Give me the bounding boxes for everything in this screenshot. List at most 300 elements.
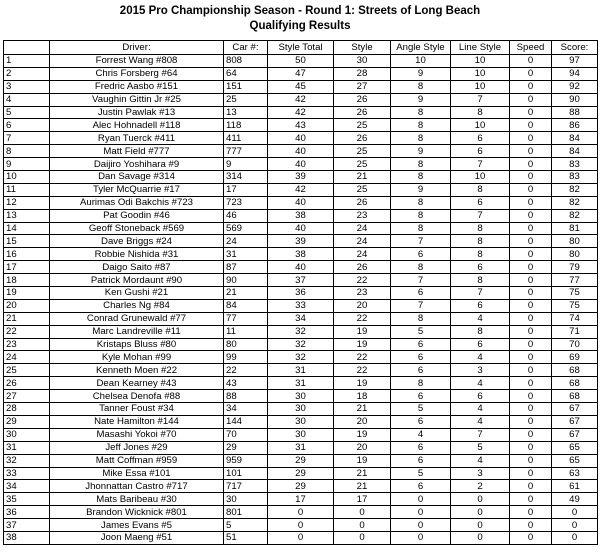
- speed-cell: 0: [510, 67, 552, 80]
- style-total-cell: 29: [268, 454, 334, 467]
- angle-style-cell: 6: [391, 338, 451, 351]
- line-style-cell: 7: [451, 287, 510, 300]
- driver-cell: Matt Coffman #959: [50, 454, 224, 467]
- style-cell: 20: [334, 415, 391, 428]
- results-body: [4, 55, 598, 545]
- style-total-cell: 40: [268, 158, 334, 171]
- speed-cell: 0: [510, 506, 552, 519]
- style-total-cell: 33: [268, 299, 334, 312]
- line-style-cell: 4: [451, 377, 510, 390]
- car-number-cell: 801: [224, 506, 268, 519]
- angle-style-cell: 7: [391, 274, 451, 287]
- style-total-cell: 0: [268, 506, 334, 519]
- speed-cell: 0: [510, 299, 552, 312]
- speed-cell: 0: [510, 209, 552, 222]
- angle-style-cell: 8: [391, 196, 451, 209]
- angle-style-cell: 6: [391, 351, 451, 364]
- line-style-cell: 8: [451, 106, 510, 119]
- table-row: [4, 390, 598, 403]
- driver-cell: Kenneth Moen #22: [50, 364, 224, 377]
- line-style-cell: 7: [451, 209, 510, 222]
- style-total-cell: 39: [268, 171, 334, 184]
- style-total-cell: 31: [268, 364, 334, 377]
- page-title: 2015 Pro Championship Season - Round 1: Streets of Long Beach: [119, 5, 481, 17]
- angle-style-cell: 8: [391, 222, 451, 235]
- line-style-cell: 5: [451, 441, 510, 454]
- rank-cell: 29: [4, 415, 50, 428]
- score-cell: 82: [552, 209, 598, 222]
- car-number-cell: 84: [224, 299, 268, 312]
- driver-cell: Tyler McQuarrie #17: [50, 183, 224, 196]
- table-row: [4, 80, 598, 93]
- driver-cell: Fredric Aasbo #151: [50, 80, 224, 93]
- speed-cell: 0: [510, 196, 552, 209]
- driver-cell: James Evans #5: [50, 519, 224, 532]
- speed-cell: 0: [510, 519, 552, 532]
- car-number-cell: 43: [224, 377, 268, 390]
- table-row: [4, 106, 598, 119]
- angle-style-cell: 6: [391, 287, 451, 300]
- car-number-cell: 25: [224, 93, 268, 106]
- rank-cell: 16: [4, 248, 50, 261]
- table-row: [4, 183, 598, 196]
- car-number-cell: 569: [224, 222, 268, 235]
- angle-style-cell: 8: [391, 80, 451, 93]
- angle-style-cell: 7: [391, 299, 451, 312]
- speed-cell: 0: [510, 377, 552, 390]
- table-row: [4, 158, 598, 171]
- angle-style-cell: 5: [391, 325, 451, 338]
- driver-cell: Pat Goodin #46: [50, 209, 224, 222]
- score-cell: 74: [552, 312, 598, 325]
- car-number-cell: 64: [224, 67, 268, 80]
- car-number-cell: 30: [224, 493, 268, 506]
- speed-cell: 0: [510, 106, 552, 119]
- style-total-cell: 40: [268, 132, 334, 145]
- line-style-cell: 0: [451, 531, 510, 544]
- rank-cell: 7: [4, 132, 50, 145]
- header-rank: [4, 41, 50, 55]
- style-total-cell: 42: [268, 183, 334, 196]
- speed-cell: 0: [510, 454, 552, 467]
- table-row: [4, 403, 598, 416]
- line-style-cell: 4: [451, 403, 510, 416]
- line-style-cell: 8: [451, 235, 510, 248]
- speed-cell: 0: [510, 248, 552, 261]
- speed-cell: 0: [510, 274, 552, 287]
- style-cell: 21: [334, 171, 391, 184]
- driver-cell: Conrad Grunewald #77: [50, 312, 224, 325]
- angle-style-cell: 9: [391, 93, 451, 106]
- line-style-cell: 0: [451, 506, 510, 519]
- car-number-cell: 17: [224, 183, 268, 196]
- table-row: [4, 93, 598, 106]
- table-row: [4, 531, 598, 544]
- table-row: [4, 55, 598, 68]
- table-row: [4, 145, 598, 158]
- style-cell: 19: [334, 454, 391, 467]
- rank-cell: 15: [4, 235, 50, 248]
- line-style-cell: 6: [451, 261, 510, 274]
- driver-cell: Masashi Yokoi #70: [50, 428, 224, 441]
- style-cell: 0: [334, 506, 391, 519]
- rank-cell: 9: [4, 158, 50, 171]
- car-number-cell: 90: [224, 274, 268, 287]
- driver-cell: Robbie Nishida #31: [50, 248, 224, 261]
- angle-style-cell: 8: [391, 377, 451, 390]
- style-cell: 19: [334, 338, 391, 351]
- angle-style-cell: 10: [391, 55, 451, 68]
- style-total-cell: 37: [268, 274, 334, 287]
- speed-cell: 0: [510, 55, 552, 68]
- driver-cell: Chris Forsberg #64: [50, 67, 224, 80]
- line-style-cell: 0: [451, 519, 510, 532]
- angle-style-cell: 4: [391, 428, 451, 441]
- line-style-cell: 8: [451, 183, 510, 196]
- speed-cell: 0: [510, 531, 552, 544]
- angle-style-cell: 8: [391, 119, 451, 132]
- score-cell: 82: [552, 196, 598, 209]
- car-number-cell: 717: [224, 480, 268, 493]
- style-total-cell: 40: [268, 145, 334, 158]
- speed-cell: 0: [510, 403, 552, 416]
- style-total-cell: 30: [268, 415, 334, 428]
- rank-cell: 20: [4, 299, 50, 312]
- speed-cell: 0: [510, 80, 552, 93]
- driver-cell: Alec Hohnadell #118: [50, 119, 224, 132]
- score-cell: 71: [552, 325, 598, 338]
- speed-cell: 0: [510, 390, 552, 403]
- speed-cell: 0: [510, 132, 552, 145]
- speed-cell: 0: [510, 325, 552, 338]
- car-number-cell: 99: [224, 351, 268, 364]
- style-total-cell: 50: [268, 55, 334, 68]
- rank-cell: 32: [4, 454, 50, 467]
- table-row: [4, 235, 598, 248]
- style-total-cell: 31: [268, 377, 334, 390]
- table-row: [4, 351, 598, 364]
- rank-cell: 13: [4, 209, 50, 222]
- speed-cell: 0: [510, 235, 552, 248]
- score-cell: 82: [552, 183, 598, 196]
- angle-style-cell: 0: [391, 531, 451, 544]
- score-cell: 65: [552, 454, 598, 467]
- style-cell: 24: [334, 248, 391, 261]
- score-cell: 94: [552, 67, 598, 80]
- car-number-cell: 314: [224, 171, 268, 184]
- car-number-cell: 31: [224, 248, 268, 261]
- car-number-cell: 411: [224, 132, 268, 145]
- car-number-cell: 34: [224, 403, 268, 416]
- style-cell: 23: [334, 209, 391, 222]
- rank-cell: 26: [4, 377, 50, 390]
- driver-cell: Geoff Stoneback #569: [50, 222, 224, 235]
- car-number-cell: 88: [224, 390, 268, 403]
- style-cell: 26: [334, 132, 391, 145]
- score-cell: 97: [552, 55, 598, 68]
- angle-style-cell: 6: [391, 441, 451, 454]
- angle-style-cell: 8: [391, 106, 451, 119]
- results-table: [3, 40, 598, 545]
- table-row: [4, 287, 598, 300]
- driver-cell: Mats Baribeau #30: [50, 493, 224, 506]
- angle-style-cell: 8: [391, 158, 451, 171]
- table-row: [4, 519, 598, 532]
- line-style-cell: 3: [451, 364, 510, 377]
- speed-cell: 0: [510, 287, 552, 300]
- angle-style-cell: 7: [391, 235, 451, 248]
- table-row: [4, 364, 598, 377]
- car-number-cell: 70: [224, 428, 268, 441]
- style-total-cell: 30: [268, 403, 334, 416]
- score-cell: 92: [552, 80, 598, 93]
- line-style-cell: 4: [451, 415, 510, 428]
- style-cell: 21: [334, 467, 391, 480]
- angle-style-cell: 8: [391, 312, 451, 325]
- speed-cell: 0: [510, 467, 552, 480]
- line-style-cell: 6: [451, 299, 510, 312]
- driver-cell: Joon Maeng #51: [50, 531, 224, 544]
- angle-style-cell: 0: [391, 493, 451, 506]
- driver-cell: Charles Ng #84: [50, 299, 224, 312]
- header-style-total: Style Total: [268, 41, 334, 55]
- car-number-cell: 118: [224, 119, 268, 132]
- angle-style-cell: 5: [391, 467, 451, 480]
- angle-style-cell: 6: [391, 364, 451, 377]
- score-cell: 86: [552, 119, 598, 132]
- line-style-cell: 4: [451, 312, 510, 325]
- rank-cell: 38: [4, 531, 50, 544]
- style-total-cell: 29: [268, 480, 334, 493]
- line-style-cell: 10: [451, 67, 510, 80]
- style-total-cell: 45: [268, 80, 334, 93]
- rank-cell: 17: [4, 261, 50, 274]
- table-row: [4, 428, 598, 441]
- score-cell: 81: [552, 222, 598, 235]
- style-total-cell: 39: [268, 235, 334, 248]
- score-cell: 79: [552, 261, 598, 274]
- angle-style-cell: 0: [391, 506, 451, 519]
- driver-cell: Mike Essa #101: [50, 467, 224, 480]
- table-row: [4, 261, 598, 274]
- table-row: [4, 338, 598, 351]
- score-cell: 84: [552, 145, 598, 158]
- rank-cell: 25: [4, 364, 50, 377]
- driver-cell: Dan Savage #314: [50, 171, 224, 184]
- angle-style-cell: 9: [391, 67, 451, 80]
- rank-cell: 1: [4, 55, 50, 68]
- style-cell: 26: [334, 196, 391, 209]
- style-cell: 25: [334, 145, 391, 158]
- car-number-cell: 808: [224, 55, 268, 68]
- speed-cell: 0: [510, 222, 552, 235]
- rank-cell: 3: [4, 80, 50, 93]
- style-total-cell: 32: [268, 338, 334, 351]
- style-cell: 17: [334, 493, 391, 506]
- table-row: [4, 480, 598, 493]
- car-number-cell: 101: [224, 467, 268, 480]
- score-cell: 67: [552, 428, 598, 441]
- style-total-cell: 38: [268, 248, 334, 261]
- rank-cell: 2: [4, 67, 50, 80]
- driver-cell: Forrest Wang #808: [50, 55, 224, 68]
- score-cell: 67: [552, 415, 598, 428]
- style-cell: 22: [334, 274, 391, 287]
- style-cell: 20: [334, 441, 391, 454]
- car-number-cell: 29: [224, 441, 268, 454]
- table-row: [4, 196, 598, 209]
- table-row: [4, 274, 598, 287]
- style-cell: 25: [334, 119, 391, 132]
- car-number-cell: 959: [224, 454, 268, 467]
- car-number-cell: 46: [224, 209, 268, 222]
- driver-cell: Ryan Tuerck #411: [50, 132, 224, 145]
- line-style-cell: 7: [451, 428, 510, 441]
- car-number-cell: 77: [224, 312, 268, 325]
- style-cell: 26: [334, 261, 391, 274]
- driver-cell: Patrick Mordaunt #90: [50, 274, 224, 287]
- score-cell: 83: [552, 171, 598, 184]
- header-style: Style: [334, 41, 391, 55]
- line-style-cell: 7: [451, 93, 510, 106]
- style-total-cell: 17: [268, 493, 334, 506]
- style-cell: 24: [334, 222, 391, 235]
- speed-cell: 0: [510, 183, 552, 196]
- style-total-cell: 42: [268, 106, 334, 119]
- style-cell: 30: [334, 55, 391, 68]
- speed-cell: 0: [510, 428, 552, 441]
- style-total-cell: 29: [268, 467, 334, 480]
- rank-cell: 23: [4, 338, 50, 351]
- style-cell: 25: [334, 158, 391, 171]
- style-total-cell: 32: [268, 351, 334, 364]
- table-row: [4, 415, 598, 428]
- score-cell: 83: [552, 158, 598, 171]
- style-cell: 20: [334, 299, 391, 312]
- line-style-cell: 6: [451, 390, 510, 403]
- rank-cell: 36: [4, 506, 50, 519]
- angle-style-cell: 6: [391, 480, 451, 493]
- line-style-cell: 6: [451, 145, 510, 158]
- header-line-style: Line Style: [451, 41, 510, 55]
- style-cell: 25: [334, 183, 391, 196]
- style-total-cell: 42: [268, 93, 334, 106]
- rank-cell: 24: [4, 351, 50, 364]
- score-cell: 84: [552, 132, 598, 145]
- table-row: [4, 67, 598, 80]
- angle-style-cell: 0: [391, 519, 451, 532]
- driver-cell: Chelsea Denofa #88: [50, 390, 224, 403]
- car-number-cell: 21: [224, 287, 268, 300]
- rank-cell: 31: [4, 441, 50, 454]
- line-style-cell: 6: [451, 196, 510, 209]
- driver-cell: Jeff Jones #29: [50, 441, 224, 454]
- line-style-cell: 6: [451, 338, 510, 351]
- car-number-cell: 24: [224, 235, 268, 248]
- style-total-cell: 47: [268, 67, 334, 80]
- style-total-cell: 30: [268, 428, 334, 441]
- driver-cell: Marc Landreville #11: [50, 325, 224, 338]
- car-number-cell: 5: [224, 519, 268, 532]
- rank-cell: 19: [4, 287, 50, 300]
- rank-cell: 30: [4, 428, 50, 441]
- angle-style-cell: 6: [391, 415, 451, 428]
- speed-cell: 0: [510, 158, 552, 171]
- line-style-cell: 10: [451, 55, 510, 68]
- speed-cell: 0: [510, 145, 552, 158]
- driver-cell: Kyle Mohan #99: [50, 351, 224, 364]
- car-number-cell: 13: [224, 106, 268, 119]
- header-car: Car #:: [224, 41, 268, 55]
- driver-cell: Daigo Saito #87: [50, 261, 224, 274]
- rank-cell: 6: [4, 119, 50, 132]
- line-style-cell: 7: [451, 158, 510, 171]
- score-cell: 68: [552, 377, 598, 390]
- score-cell: 61: [552, 480, 598, 493]
- style-cell: 22: [334, 364, 391, 377]
- car-number-cell: 87: [224, 261, 268, 274]
- table-row: [4, 132, 598, 145]
- score-cell: 70: [552, 338, 598, 351]
- driver-cell: Vaughin Gittin Jr #25: [50, 93, 224, 106]
- line-style-cell: 10: [451, 80, 510, 93]
- table-row: [4, 209, 598, 222]
- angle-style-cell: 6: [391, 454, 451, 467]
- style-cell: 21: [334, 480, 391, 493]
- angle-style-cell: 9: [391, 145, 451, 158]
- driver-cell: Dean Kearney #43: [50, 377, 224, 390]
- header-driver: Driver:: [50, 41, 224, 55]
- line-style-cell: 3: [451, 467, 510, 480]
- header-angle-style: Angle Style: [391, 41, 451, 55]
- style-total-cell: 40: [268, 196, 334, 209]
- table-row: [4, 377, 598, 390]
- score-cell: 88: [552, 106, 598, 119]
- score-cell: 63: [552, 467, 598, 480]
- rank-cell: 33: [4, 467, 50, 480]
- style-total-cell: 31: [268, 441, 334, 454]
- driver-cell: Dave Briggs #24: [50, 235, 224, 248]
- score-cell: 67: [552, 403, 598, 416]
- score-cell: 0: [552, 531, 598, 544]
- rank-cell: 14: [4, 222, 50, 235]
- score-cell: 0: [552, 506, 598, 519]
- style-total-cell: 0: [268, 519, 334, 532]
- score-cell: 68: [552, 390, 598, 403]
- line-style-cell: 6: [451, 132, 510, 145]
- line-style-cell: 0: [451, 493, 510, 506]
- angle-style-cell: 8: [391, 261, 451, 274]
- driver-cell: Justin Pawlak #13: [50, 106, 224, 119]
- table-row: [4, 506, 598, 519]
- style-cell: 19: [334, 428, 391, 441]
- style-total-cell: 40: [268, 261, 334, 274]
- score-cell: 90: [552, 93, 598, 106]
- rank-cell: 22: [4, 325, 50, 338]
- driver-cell: Daijiro Yoshihara #9: [50, 158, 224, 171]
- speed-cell: 0: [510, 171, 552, 184]
- score-cell: 75: [552, 287, 598, 300]
- driver-cell: Tanner Foust #34: [50, 403, 224, 416]
- rank-cell: 28: [4, 403, 50, 416]
- rank-cell: 12: [4, 196, 50, 209]
- driver-cell: Matt Field #777: [50, 145, 224, 158]
- line-style-cell: 8: [451, 325, 510, 338]
- style-total-cell: 38: [268, 209, 334, 222]
- angle-style-cell: 8: [391, 171, 451, 184]
- page-subtitle: Qualifying Results: [249, 20, 351, 32]
- header-row: [4, 41, 598, 55]
